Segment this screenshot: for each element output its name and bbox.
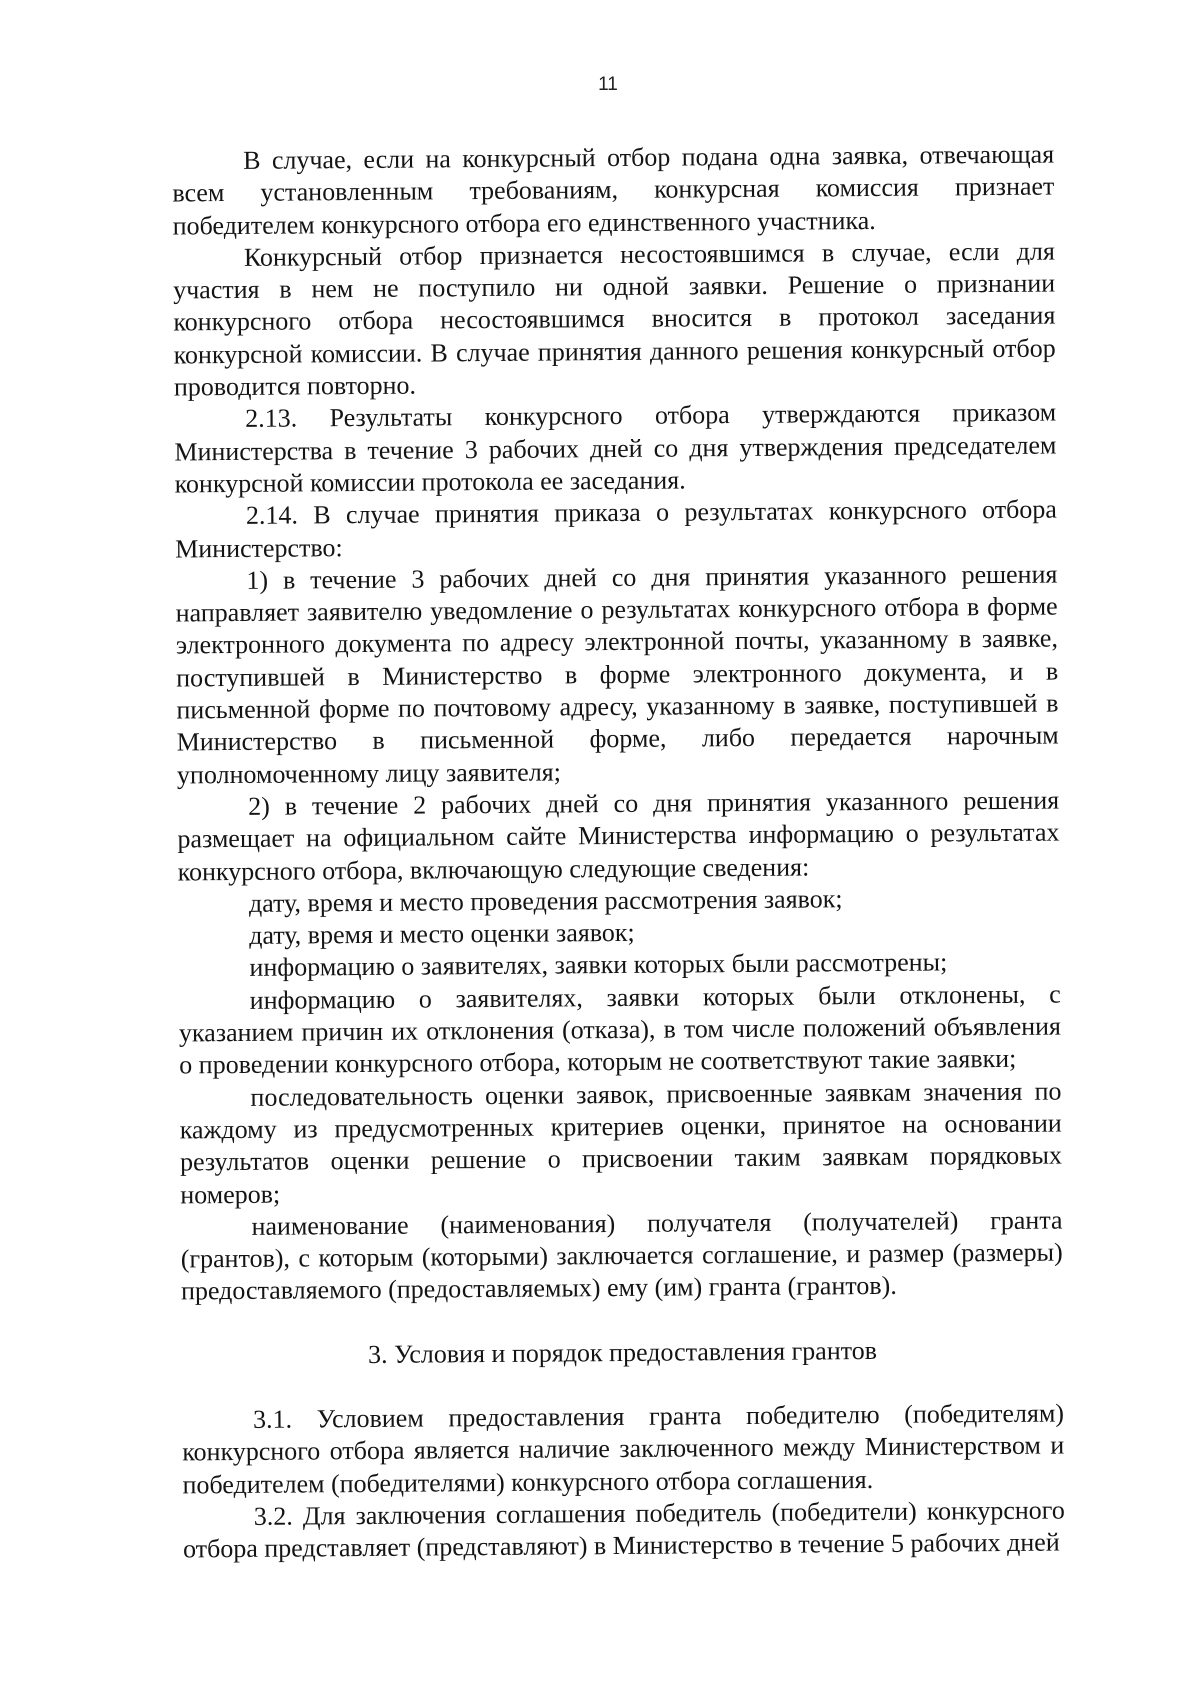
list-item: дату, время и место проведения рассмотрения заявок; [248, 884, 843, 918]
paragraph-2-14: 2.14. В случае принятия приказа о результатах конкурсного отбора Министерство: [175, 494, 1058, 564]
list-item: 2) в течение 2 рабочих дней со дня принятия указанного решения размещает на официальном сайте Министерства информацию о результатах конкурсного отбора, включающую следующие сведения: [177, 785, 1060, 886]
section-heading: 3. Условия и порядок предоставления грантов [367, 1335, 878, 1369]
list-item: информацию о заявителях, заявки которых были рассмотрены; [249, 947, 948, 983]
list-item: информацию о заявителях, заявки которых были отклонены, с указанием причин их отклонения (отказа), в том числе положений объявления о проведении конкурсного отбора, которым не соответствуют такие заявки; [178, 979, 1062, 1080]
paragraph-2-13: 2.13. Результаты конкурсного отбора утверждаются приказом Министерства в течение 3 рабочих дней со дня утверждения председателем конкурсной комиссии протокола ее заседания. [174, 397, 1057, 499]
list-item: последовательность оценки заявок, присвоенные заявкам значения по каждому из предусмотренных критериев оценки, принятое на основании результатов оценки решение о присвоении таким заявкам порядковых номеров; [179, 1076, 1063, 1209]
paragraph: В случае, если на конкурсный отбор подана одна заявка, отвечающая всем установленным требованиям, конкурсная комиссия признает победителем конкурсного отбора его единственного участника. [172, 139, 1055, 241]
list-item: 1) в течение 3 рабочих дней со дня принятия указанного решения направляет заявителю уведомление о результатах конкурсного отбора в форме электронного документа по адресу электронной почты, указанному в заявке, поступившей в Министерство в форме электронного документа, и в письменной форме по почтовому адресу, указанному в заявке, поступившей в Министерство в письменной форме, либо передается нарочным уполномоченному лицу заявителя; [175, 559, 1059, 790]
paragraph-3-1: 3.1. Условием предоставления гранта победителю (победителям) конкурсного отбора является наличие заключенного между Министерством и победителем (победителями) конкурсного отбора соглашения. [182, 1398, 1065, 1499]
paragraph: Конкурсный отбор признается несостоявшимся в случае, если для участия в нем не поступило ни одной заявки. Решение о признании конкурсного отбора несостоявшимся вносится в протокол заседания конкурсной комиссии. В случае принятия данного решения конкурсный отбор проводится повторно. [173, 236, 1056, 402]
document-body [172, 139, 1065, 1566]
list-item: наименование (наименования) получателя (получателей) гранта (грантов), с которым (которыми) заключается соглашение, и размер (размеры) предоставляемого (предоставляемых) ему (им) гранта (грантов). [180, 1205, 1063, 1306]
page-number: 11 [598, 74, 618, 95]
list-item: дату, время и место оценки заявок; [249, 917, 635, 951]
paragraph-3-2: 3.2. Для заключения соглашения победитель (победители) конкурсного отбора представляет (представляют) в Министерство в течение 5 рабочих дней [182, 1495, 1065, 1564]
